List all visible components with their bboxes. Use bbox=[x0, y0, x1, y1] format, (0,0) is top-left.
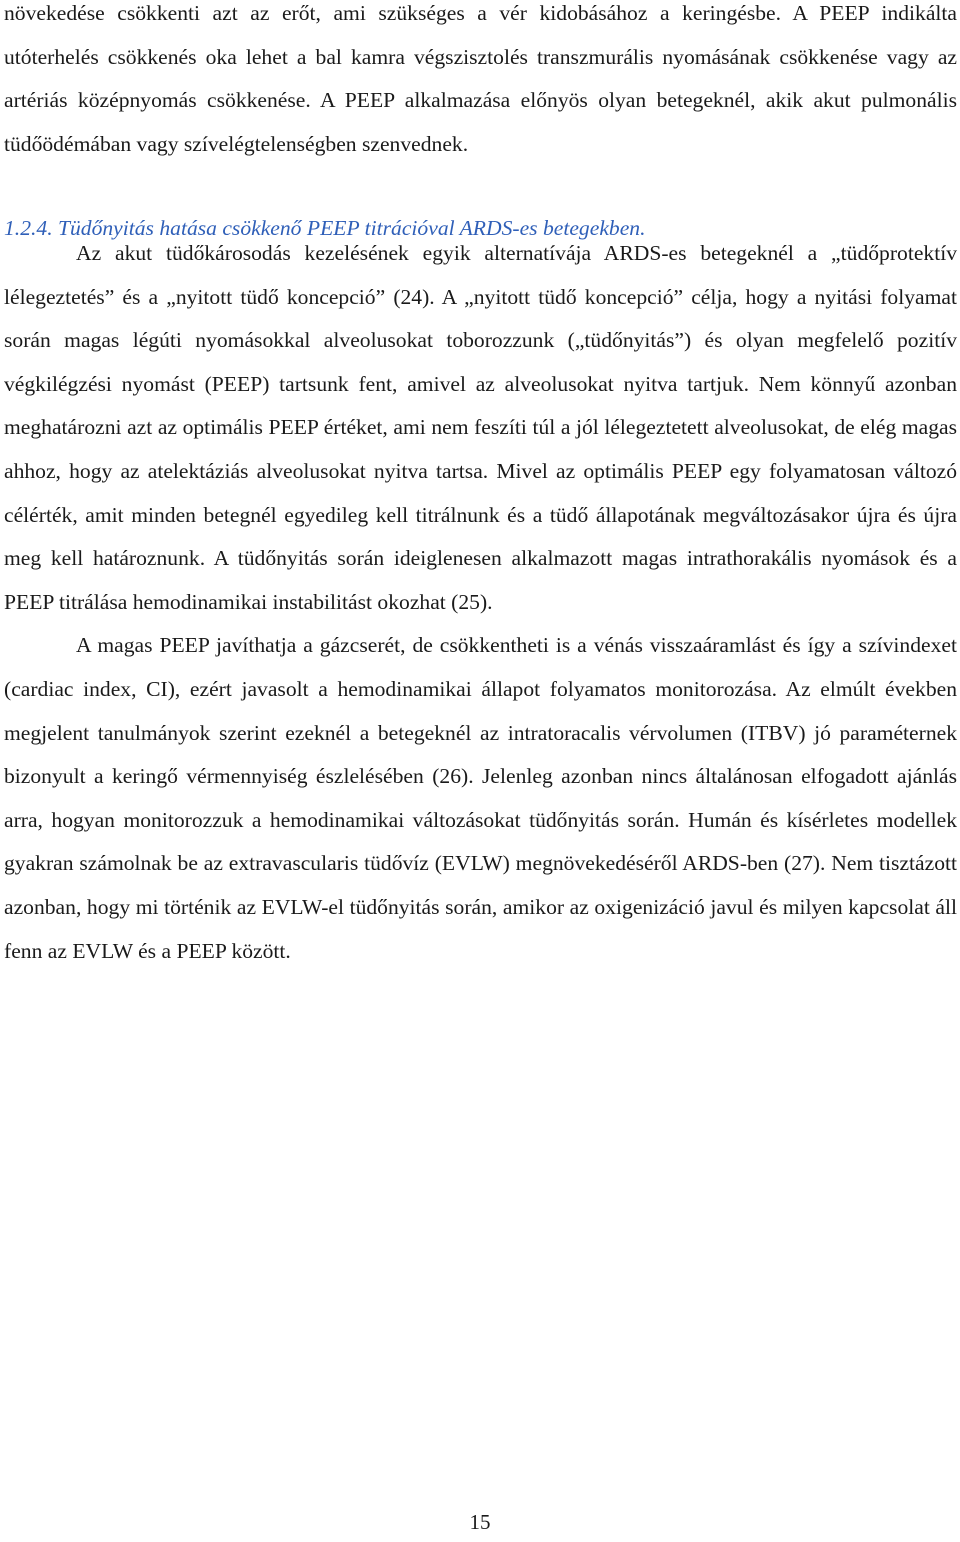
body-text-block bbox=[4, 232, 957, 973]
paragraph-top-block bbox=[4, 0, 957, 166]
paragraph-2: Az akut tüdőkárosodás kezelésének egyik alternatívája ARDS-es betegeknél a „tüdőprotektív lélegeztetés” és a „nyitott tüdő koncepció” (24). A „nyitott tüdő koncepció” célja, hogy a nyitási folyamat során magas légúti nyomásokkal alveolusokat toborozzunk („tüdőnyitás”) és olyan megfelelő pozitív végkilégzési nyomást (PEEP) tartsunk fent, amivel az alveolusokat nyitva tartjuk. Nem könnyű azonban meghatározni azt az optimális PEEP értéket, ami nem feszíti túl a jól lélegeztetett alveolusokat, de elég magas ahhoz, hogy az atelektáziás alveolusokat nyitva tartsa. Mivel az optimális PEEP egy folyamatosan változó célérték, amit minden betegnél egyedileg kell titrálnunk és a tüdő állapotának megváltozásakor újra és újra meg kell határoznunk. A tüdőnyitás során ideiglenesen alkalmazott magas intrathorakális nyomások és a PEEP titrálása hemodinamikai instabilitást okozhat (25). bbox=[4, 241, 957, 614]
page-number: 15 bbox=[469, 1510, 491, 1534]
paragraph-top: növekedése csökkenti azt az erőt, ami szükséges a vér kidobásához a keringésbe. A PEEP indikálta utóterhelés csökkenés oka lehet a bal kamra végszisztolés transzmurális nyomásának csökkenése vagy az artériás középnyomás csökkenése. A PEEP alkalmazása előnyös olyan betegeknél, akik akut pulmonális tüdőödémában vagy szívelégtelenségben szenvednek. bbox=[4, 1, 957, 156]
paragraph-3: A magas PEEP javíthatja a gázcserét, de csökkentheti is a vénás visszaáramlást és így a szívindexet (cardiac index, CI), ezért javasolt a hemodinamikai állapot folyamatos monitorozása. Az elmúlt években megjelent tanulmányok szerint ezeknél a betegeknél az intratoracalis vérvolumen (ITBV) jó paraméternek bizonyult a keringő vérmennyiség észlelésében (26). Jelenleg azonban nincs általánosan elfogadott ajánlás arra, hogyan monitorozzuk a hemodinamikai változásokat tüdőnyitás során. Humán és kísérletes modellek gyakran számolnak be az extravascularis tüdővíz (EVLW) megnövekedéséről ARDS-ben (27). Nem tisztázott azonban, hogy mi történik az EVLW-el tüdőnyitás során, amikor az oxigenizáció javul és milyen kapcsolat áll fenn az EVLW és a PEEP között. bbox=[4, 633, 957, 963]
section-heading: 1.2.4. Tüdőnyitás hatása csökkenő PEEP titrációval ARDS-es betegekben. bbox=[4, 216, 646, 240]
